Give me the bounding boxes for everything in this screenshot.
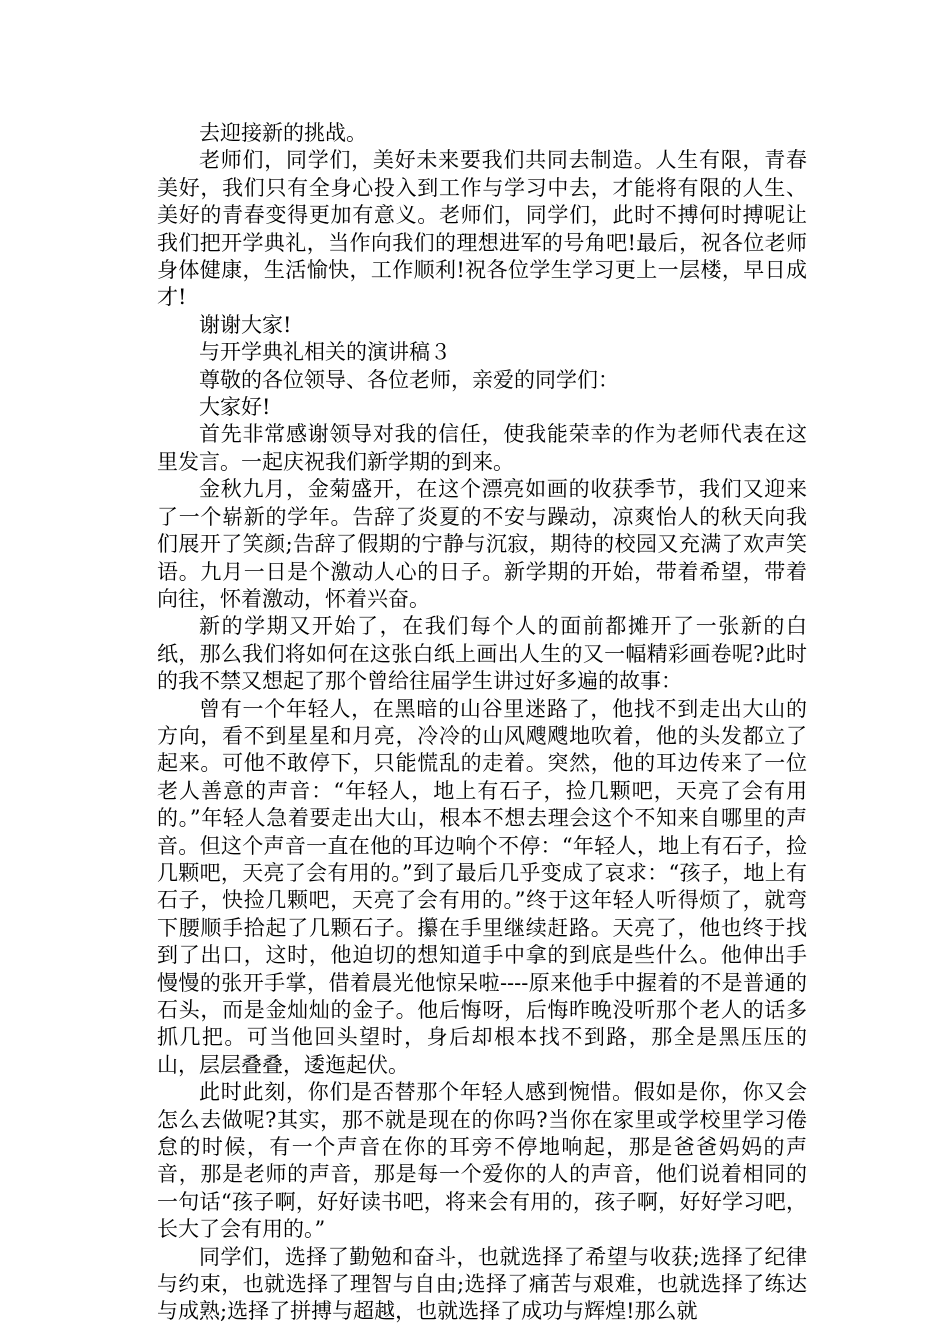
paragraph: 去迎接新的挑战。: [199, 121, 367, 145]
paragraph: 首先非常感谢领导对我的信任，使我能荣幸的作为老师代表在这里发言。一起庆祝我们新学期的到来。: [157, 422, 807, 474]
paragraph: 同学们，选择了勤勉和奋斗，也就选择了希望与收获;选择了纪律与约束，也就选择了理智与自由;选择了痛苦与艰难，也就选择了练达与成熟;选择了拼搏与超越，也就选择了成功与辉煌!那么就: [157, 1244, 807, 1324]
salutation: 尊敬的各位领导、各位老师，亲爱的同学们：: [199, 367, 619, 392]
paragraph: 谢谢大家!: [199, 312, 292, 337]
paragraph: 曾有一个年轻人，在黑暗的山谷里迷路了，他找不到走出大山的方向，看不到星星和月亮，冷冷的山风飕飕地吹着，他的头发都立了起来。可他不敢停下，只能慌乱的走着。突然，他的耳边传来了一位老人善意的声音：“年轻人，地上有石子，捡几颗吧，天亮了会有用的。”年轻人急着要走出大山，根本不想去理会这个不知来自哪里的声音。但这个声音一直在他的耳边响个不停：“年轻人，地上有石子，捡几颗吧，天亮了会有用的。”到了最后几乎变成了哀求：“孩子，地上有石子，快捡几颗吧，天亮了会有用的。”终于这年轻人听得烦了，就弯下腰顺手拾起了几颗石子。攥在手里继续赶路。天亮了，他也终于找到了出口，这时，他迫切的想知道手中拿的到底是些什么。他伸出手慢慢的张开手掌，借着晨光他惊呆啦----原来他手中握着的不是普通的石头，而是金灿灿的金子。他后悔呀，后悔昨晚没听那个老人的话多抓几把。可当他回头望时，身后却根本找不到路，那全是黑压压的山，层层叠叠，逶迤起伏。: [157, 696, 807, 1077]
greeting: 大家好!: [199, 395, 271, 420]
document-body: [157, 120, 807, 1326]
paragraph: 新的学期又开始了，在我们每个人的面前都摊开了一张新的白纸，那么我们将如何在这张白纸上画出人生的又一幅精彩画卷呢?此时的我不禁又想起了那个曾给往届学生讲过好多遍的故事：: [157, 614, 807, 694]
paragraph: 金秋九月，金菊盛开，在这个漂亮如画的收获季节，我们又迎来了一个崭新的学年。告辞了炎夏的不安与躁动，凉爽怡人的秋天向我们展开了笑颜;告辞了假期的宁静与沉寂，期待的校园又充满了欢声笑语。九月一日是个激动人心的日子。新学期的开始，带着希望，带着向往，怀着激动，怀着兴奋。: [157, 477, 807, 611]
paragraph: 老师们，同学们，美好未来要我们共同去制造。人生有限，青春美好，我们只有全身心投入到工作与学习中去，才能将有限的人生、美好的青春变得更加有意义。老师们，同学们，此时不搏何时搏呢让我们把开学典礼，当作向我们的理想进军的号角吧!最后，祝各位老师身体健康，生活愉快，工作顺利!祝各位学生学习更上一层楼，早日成才!: [157, 148, 807, 310]
paragraph: 此时此刻，你们是否替那个年轻人感到惋惜。假如是你，你又会怎么去做呢?其实，那不就是现在的你吗?当你在家里或学校里学习倦怠的时候，有一个声音在你的耳旁不停地响起，那是爸爸妈妈的声音，那是老师的声音，那是每一个爱你的人的声音，他们说着相同的一句话“孩子啊，好好读书吧，将来会有用的，孩子啊，好好学习吧，长大了会有用的。”: [157, 1080, 807, 1242]
section-heading: 与开学典礼相关的演讲稿３: [199, 340, 451, 365]
